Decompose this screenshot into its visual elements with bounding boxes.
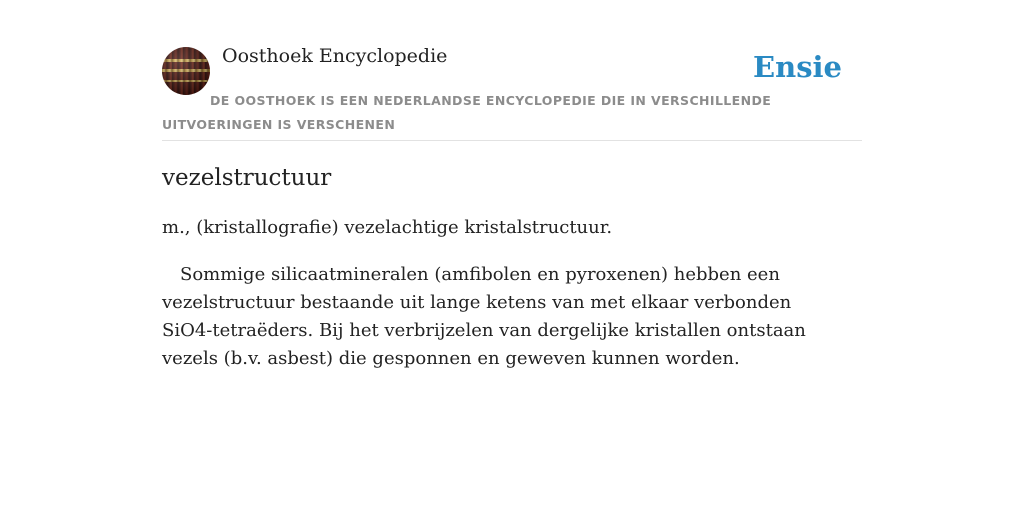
entry-content — [162, 160, 842, 373]
avatar-shade — [162, 47, 210, 95]
entry-definition: m., (kristallografie) vezelachtige kristalstructuur. — [162, 217, 613, 238]
site-header — [162, 0, 862, 141]
entry-title: vezelstructuur — [162, 165, 332, 191]
bookshelf-avatar-icon[interactable] — [162, 47, 210, 95]
entry-body: Sommige silicaatmineralen (amfibolen en pyroxenen) hebben een vezelstructuur bestaande uit lange ketens van met elkaar verbonden SiO4-tetraëders. Bij het verbrijzelen van dergelijke kristallen ontstaan vezels (b.v. asbest) die gesponnen en geweven kunnen worden. — [162, 264, 806, 369]
brand-logo-link[interactable]: Ensie — [753, 50, 842, 84]
site-subtitle: DE OOSTHOEK IS EEN NEDERLANDSE ENCYCLOPEDIE DIE IN VERSCHILLENDE UITVOERINGEN IS VERSCHENEN — [162, 93, 772, 132]
site-title-link[interactable]: Oosthoek Encyclopedie — [222, 45, 448, 67]
